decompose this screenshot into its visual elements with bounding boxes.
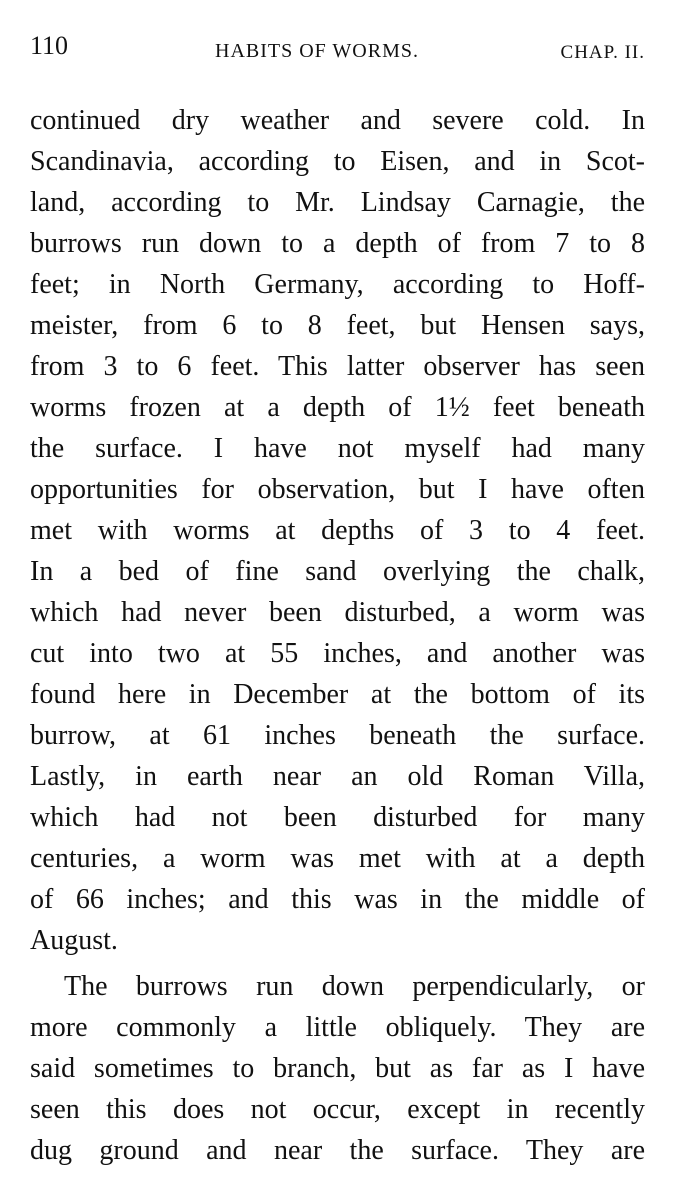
text-line: centuries, a worm was met with at a depth [30,843,645,874]
running-title: HABITS OF WORMS. [215,40,419,62]
text-line: land, according to Mr. Lindsay Carnagie, the [30,187,645,218]
text-line: feet; in North Germany, according to Hoff- [30,269,645,300]
text-line: cut into two at 55 inches, and another was [30,638,645,669]
text-line: the surface. I have not myself had many [30,433,645,464]
text-line: burrows run down to a depth of from 7 to 8 [30,228,645,259]
text-line: Lastly, in earth near an old Roman Villa, [30,761,645,792]
text-line: meister, from 6 to 8 feet, but Hensen says, [30,310,645,341]
text-line: said sometimes to branch, but as far as I have [30,1053,645,1084]
text-line: dug ground and near the surface. They are [30,1135,645,1166]
page-header [30,30,645,70]
text-line: worms frozen at a depth of 1½ feet beneath [30,392,645,423]
text-line: opportunities for observation, but I have often [30,474,645,505]
text-line: which had not been disturbed for many [30,802,645,833]
text-line: In a bed of fine sand overlying the chalk, [30,556,645,587]
text-line: Scandinavia, according to Eisen, and in Scot- [30,146,645,177]
text-line: met with worms at depths of 3 to 4 feet. [30,515,645,546]
body-text [30,100,645,1171]
paragraph [30,100,645,961]
text-line: of 66 inches; and this was in the middle of [30,884,645,915]
text-line: continued dry weather and severe cold. In [30,105,645,136]
text-line: found here in December at the bottom of its [30,679,645,710]
text-line: burrow, at 61 inches beneath the surface. [30,720,645,751]
text-line: August. [30,925,118,956]
paragraph [30,966,645,1171]
text-line: more commonly a little obliquely. They are [30,1012,645,1043]
text-line: which had never been disturbed, a worm was [30,597,645,628]
text-line: seen this does not occur, except in recently [30,1094,645,1125]
page-number: 110 [30,31,69,60]
text-line: The burrows run down perpendicularly, or [64,971,645,1002]
chapter-label: CHAP. II. [560,42,645,63]
text-line: from 3 to 6 feet. This latter observer has seen [30,351,645,382]
